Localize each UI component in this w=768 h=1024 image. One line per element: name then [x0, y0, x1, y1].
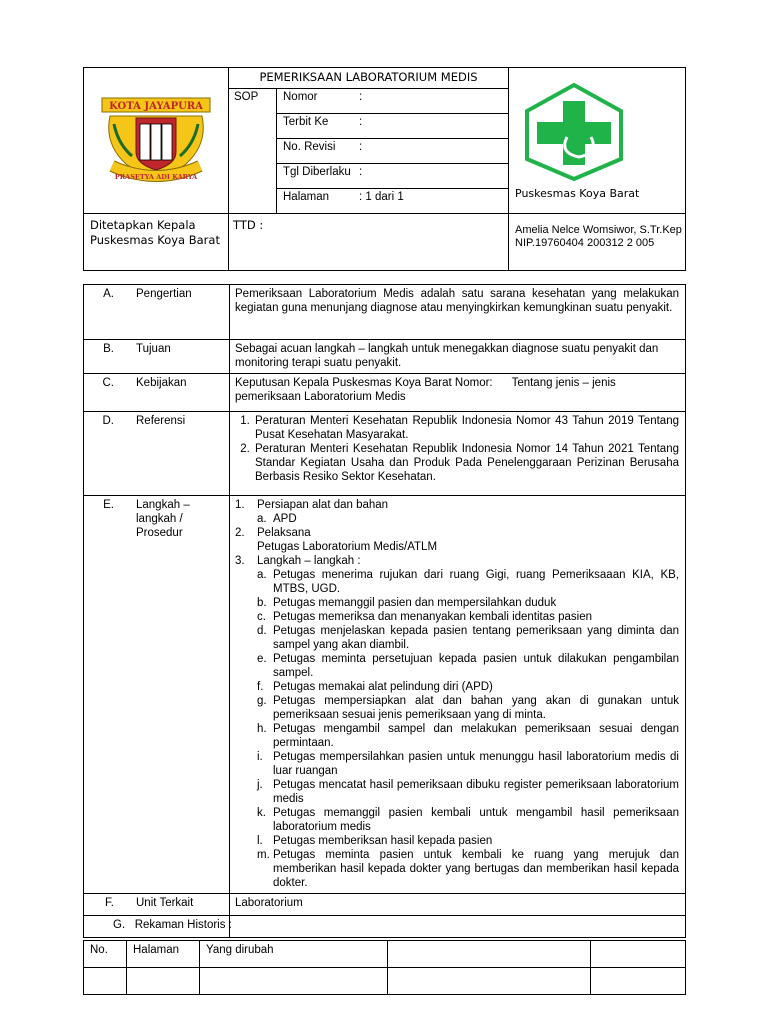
history-header-row	[84, 941, 686, 968]
list-item: j. Petugas mencatat hasil pemeriksaan dibuku register pemeriksaan laboratorium medis	[257, 779, 679, 805]
field-revisi: No. Revisi :	[277, 139, 509, 164]
col-halaman: Halaman	[127, 941, 200, 968]
text-kebijakan: Keputusan Kepala Puskesmas Koya Barat Nomor: Tentang jenis – jenis pemeriksaan Laboratorium Medis	[230, 374, 686, 412]
history-heading: G. Rekaman Historis :	[113, 919, 232, 931]
label-prosedur: Langkah – langkah / Prosedur	[136, 499, 190, 539]
text-unit-terkait: Laboratorium	[230, 894, 686, 916]
signer-name: Amelia Nelce Womsiwor, S.Tr.Kep	[515, 224, 682, 236]
step-pelaksana: 2. Pelaksana	[235, 527, 311, 539]
referensi-item: 1. Peraturan Menteri Kesehatan Republik Indonesia Nomor 43 Tahun 2019 Tentang Pusat Kesehatan Masyarakat.	[253, 414, 679, 442]
step-persiapan: 1. Persiapan alat dan bahan	[235, 499, 389, 511]
label-referensi: Referensi	[136, 415, 186, 427]
logo-motto-text: PRASETYA ADI KARYA	[114, 173, 198, 181]
col-yang-dirubah: Yang dirubah	[200, 941, 388, 968]
list-item: d. Petugas menjelaskan kepada pasien tentang pemeriksaan yang diminta dan sampel yang akan diambil.	[257, 625, 679, 651]
logo-cell	[84, 68, 229, 214]
field-nomor: Nomor :	[283, 91, 363, 103]
step-langkah: 3. Langkah – langkah :	[235, 555, 361, 567]
field-halaman: Halaman : 1 dari 1	[277, 189, 509, 214]
title-cell	[229, 68, 509, 214]
table-row	[84, 968, 686, 995]
referensi-list	[235, 414, 679, 484]
list-item: f. Petugas memakai alat pelindung diri (APD)	[257, 681, 493, 693]
sop-label: SOP	[229, 89, 277, 214]
document-title: PEMERIKSAAN LABORATORIUM MEDIS	[259, 70, 478, 84]
text-pengertian: Pemeriksaan Laboratorium Medis adalah satu sarana kesehatan yang melakukan kegiatan guna menunjang diagnose atau menyingkirkan kemungkinan suatu penyakit.	[230, 285, 686, 340]
kota-jayapura-logo-icon	[96, 94, 216, 184]
col-empty-1	[388, 941, 591, 968]
header-table	[83, 67, 686, 271]
list-item: e. Petugas meminta persetujuan kepada pasien untuk dilakukan pengambilan sampel.	[257, 653, 679, 679]
label-pengertian: Pengertian	[136, 288, 192, 300]
list-item: l. Petugas memberiksan hasil kepada pasien	[257, 835, 493, 847]
col-no: No.	[84, 941, 127, 968]
step-pelaksana-line: Petugas Laboratorium Medis/ATLM	[257, 541, 438, 553]
list-item: i. Petugas mempersilahkan pasien untuk menunggu hasil laboratorium medis di luar ruangan	[257, 751, 679, 777]
field-terbit: Terbit Ke :	[277, 114, 509, 139]
row-pengertian: A. Pengertian Pemeriksaan Laboratorium Medis adalah satu sarana kesehatan yang melakukan kegiatan guna menunjang diagnose atau menyingkirkan kemungkinan suatu penyakit.	[84, 285, 686, 340]
list-item: h. Petugas mengambil sampel dan melakukan pemeriksaan sesuai dengan permintaan.	[257, 723, 679, 749]
row-unit-terkait: F. Unit Terkait Laboratorium	[84, 894, 686, 916]
ditetapkan-text: Ditetapkan Kepala Puskesmas Koya Barat	[90, 218, 220, 247]
list-item: a. Petugas menerima rujukan dari ruang Gigi, ruang Pemeriksaaan KIA, KB, MTBS, UGD.	[257, 569, 679, 595]
signer-nip: NIP.19760404 200312 2 005	[515, 237, 655, 249]
text-tujuan: Sebagai acuan langkah – langkah untuk menegakkan diagnose suatu penyakit dan monitoring terapi suatu penyakit.	[230, 340, 686, 374]
ttd-cell	[229, 214, 509, 271]
langkah-list	[235, 568, 679, 890]
list-item: m. Petugas meminta pasien untuk kembali ke ruang yang merujuk dan memberikan hasil kepada dokter yang bertugas dan memberikan hasil kepada dokter.	[257, 849, 679, 889]
label-unit-terkait: Unit Terkait	[136, 897, 194, 909]
row-tujuan: B. Tujuan Sebagai acuan langkah – langkah untuk menegakkan diagnose suatu penyakit dan monitoring terapi suatu penyakit.	[84, 340, 686, 374]
puskesmas-logo-icon	[519, 81, 629, 181]
row-referensi: D. Referensi 1. Peraturan Menteri Kesehatan Republik Indonesia Nomor 43 Tahun 2019 Tentang Pusat Kesehatan Masyarakat. 2. Peraturan Menteri Kesehatan Republik Indonesia Nomor 14 Tahun 2021 Tentang Standar Kegiatan Usaha dan Produk Pada Penelenggaraan Perizinan Berusaha Berbasis Resiko Sektor Kesehatan.	[84, 412, 686, 496]
list-item: g. Petugas mempersiapkan alat dan bahan yang akan di gunakan untuk pemeriksaan sesuai jenis pemeriksaan yang di minta.	[257, 695, 679, 721]
field-tgl: Tgl Diberlaku :	[277, 164, 509, 189]
history-table	[83, 940, 686, 995]
col-empty-2	[591, 941, 686, 968]
row-prosedur: E. Langkah – langkah / Prosedur 1. Persiapan alat dan bahan a. APD 2. Pelaksana Petugas Laboratorium Medis/ATLM 3. Langkah – langkah : a. Petugas menerima rujukan dari ruang Gigi, ruang Pemeriksaaan KIA, KB, MTBS, UGD. b. Petugas memanggil pasien dan mempersilahkan duduk c. Petugas memeriksa dan menanyakan kembali identitas pasien d. Petugas menjelaskan kepada pasien tentang pemeriksaan yang diminta dan sampel yang akan diambil. e. Petugas meminta persetujuan kepada pasien untuk dilakukan pengambilan sampel. f. Petugas memakai alat pelindung diri (APD) g. Petugas mempersiapkan alat dan bahan yang akan di gunakan untuk pemeriksaan sesuai jenis pemeriksaan yang di minta. h. Petugas mengambil sampel dan melakukan pemeriksaan sesuai dengan permintaan. i. Petugas mempersilahkan pasien untuk menunggu hasil laboratorium medis di luar ruangan j. Petugas mencatat hasil pemeriksaan dibuku register pemeriksaan laboratorium medis k. Petugas memanggil pasien kembali untuk mengambil hasil pemeriksaan laboratorium medis l. Petugas memberiksan hasil kepada pasien m. Petugas meminta pasien untuk kembali ke ruang yang merujuk dan memberikan hasil kepada dokter yang bertugas dan memberikan hasil kepada dokter.	[84, 496, 686, 894]
signer-cell	[509, 214, 686, 271]
row-kebijakan: C. Kebijakan Keputusan Kepala Puskesmas Koya Barat Nomor: Tentang jenis – jenis pemeriksaan Laboratorium Medis	[84, 374, 686, 412]
ttd-label: TTD :	[233, 218, 264, 232]
list-item: c. Petugas memeriksa dan menanyakan kembali identitas pasien	[257, 611, 592, 623]
sop-body-table	[83, 284, 686, 938]
label-tujuan: Tujuan	[136, 343, 171, 355]
step-persiapan-item: a. APD	[257, 513, 297, 525]
referensi-item: 2. Peraturan Menteri Kesehatan Republik Indonesia Nomor 14 Tahun 2021 Tentang Standar Kegiatan Usaha dan Produk Pada Penelenggaraan Perizinan Berusaha Berbasis Resiko Sektor Kesehatan.	[253, 442, 679, 484]
list-item: b. Petugas memanggil pasien dan mempersilahkan duduk	[257, 597, 557, 609]
logo-top-text: KOTA JAYAPURA	[109, 101, 203, 112]
label-kebijakan: Kebijakan	[136, 377, 187, 389]
org-cell	[509, 68, 686, 214]
list-item: k. Petugas memanggil pasien kembali untuk mengambil hasil pemeriksaan laboratorium medis	[257, 807, 679, 833]
org-name: Puskesmas Koya Barat	[515, 187, 640, 200]
ditetapkan-cell	[84, 214, 229, 271]
